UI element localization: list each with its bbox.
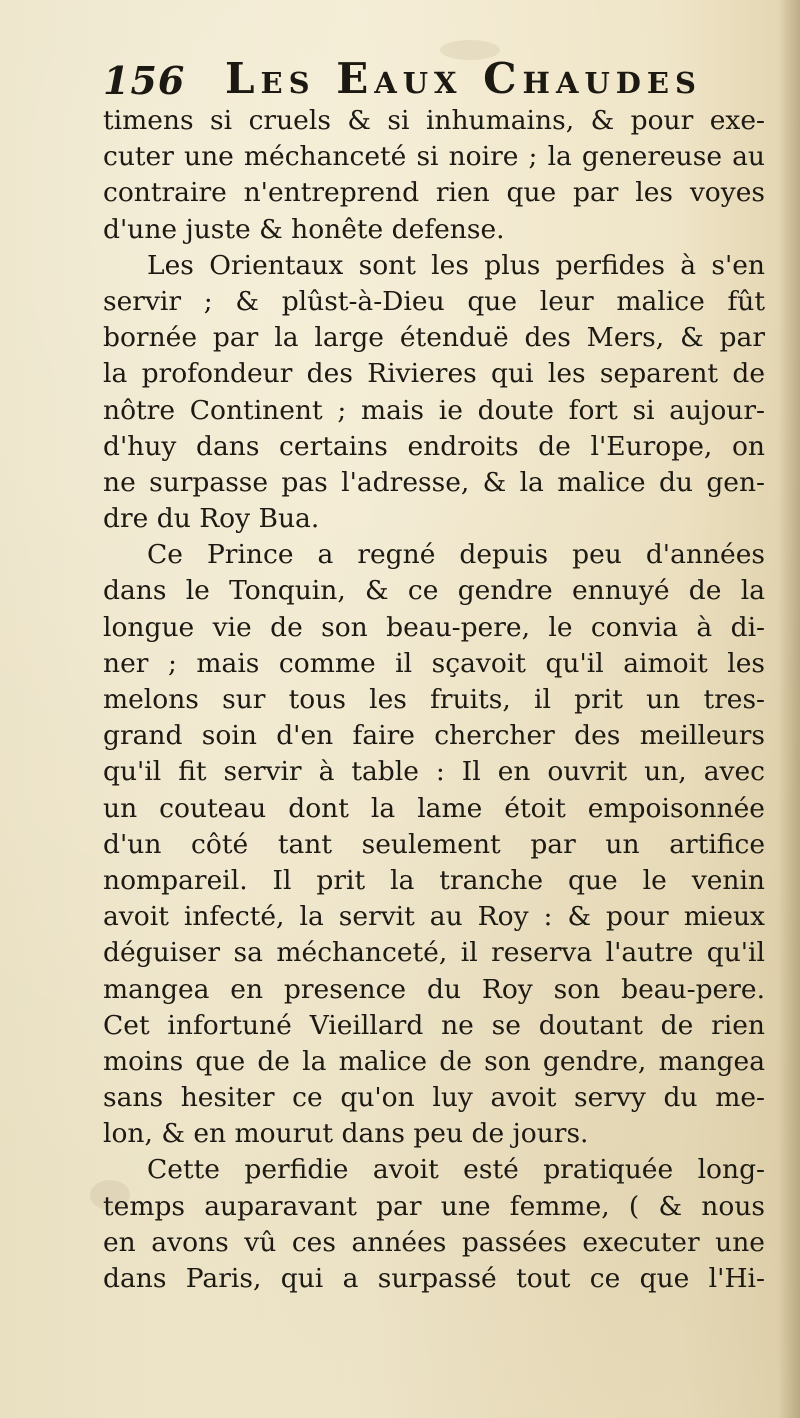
text-line: servir ; & plûst-à-Dieu que leur malice fût	[103, 285, 765, 317]
text-line: dans Paris, qui a surpassé tout ce que l'Hi-	[103, 1263, 765, 1294]
text-line: la profondeur des Rivieres qui les separent de	[103, 358, 765, 390]
page-gutter-shadow	[778, 0, 800, 1418]
text-line: nompareil. Il prit la tranche que le venin	[103, 864, 765, 896]
text-line: mangea en presence du Roy son beau-pere.	[103, 973, 765, 1005]
text-line: sans hesiter ce qu'on luy avoit servy du me-	[103, 1082, 765, 1114]
page-number: 156	[103, 58, 186, 103]
text-line: nôtre Continent ; mais ie doute fort si aujour-	[103, 394, 765, 426]
text-line: d'huy dans certains endroits de l'Europe, on	[103, 430, 765, 462]
text-line: bornée par la large étenduë des Mers, & par	[103, 322, 765, 354]
text-line: déguiser sa méchanceté, il reserva l'autre qu'il	[103, 937, 765, 969]
text-line: melons sur tous les fruits, il prit un tres-	[103, 684, 765, 715]
text-line: grand soin d'en faire chercher des meilleurs	[103, 720, 765, 752]
text-line: dans le Tonquin, & ce gendre ennuyé de la	[103, 575, 765, 607]
text-line: d'un côté tant seulement par un artifice	[103, 828, 765, 860]
text-line: d'une juste & honête defense.	[103, 213, 505, 245]
text-line: qu'il fit servir à table : Il en ouvrit un, avec	[103, 756, 765, 788]
text-line: ner ; mais comme il sçavoit qu'il aimoit les	[103, 647, 765, 679]
text-line: ne surpasse pas l'adresse, & la malice du gen-	[103, 466, 765, 498]
text-line: dre du Roy Bua.	[103, 503, 320, 535]
text-line: contraire n'entreprend rien que par les voyes	[103, 177, 765, 209]
text-line: Cet infortuné Vieillard ne se doutant de rien	[103, 1009, 765, 1041]
text-line: un couteau dont la lame étoit empoisonnée	[103, 792, 765, 824]
text-line: avoit infecté, la servit au Roy : & pour mieux	[103, 901, 765, 933]
text-line: en avons vû ces années passées executer une	[103, 1226, 765, 1258]
text-line: temps auparavant par une femme, ( & nous	[103, 1190, 765, 1222]
text-line: timens si cruels & si inhumains, & pour exe-	[103, 105, 765, 136]
text-line: Les Orientaux sont les plus perfides à s'en	[147, 249, 765, 281]
text-line: Cette perfidie avoit esté pratiquée long-	[147, 1154, 765, 1186]
body-text	[103, 103, 765, 1297]
text-line: Ce Prince a regné depuis peu d'années	[147, 539, 765, 571]
text-line: longue vie de son beau-pere, le convia à di-	[103, 611, 765, 643]
text-line: cuter une méchanceté si noire ; la genereuse au	[103, 141, 765, 173]
text-line: lon, & en mourut dans peu de jours.	[103, 1118, 589, 1150]
text-line: moins que de la malice de son gendre, mangea	[103, 1045, 765, 1077]
running-title: Les Eaux Chaudes	[225, 54, 702, 103]
page-header	[103, 52, 723, 110]
